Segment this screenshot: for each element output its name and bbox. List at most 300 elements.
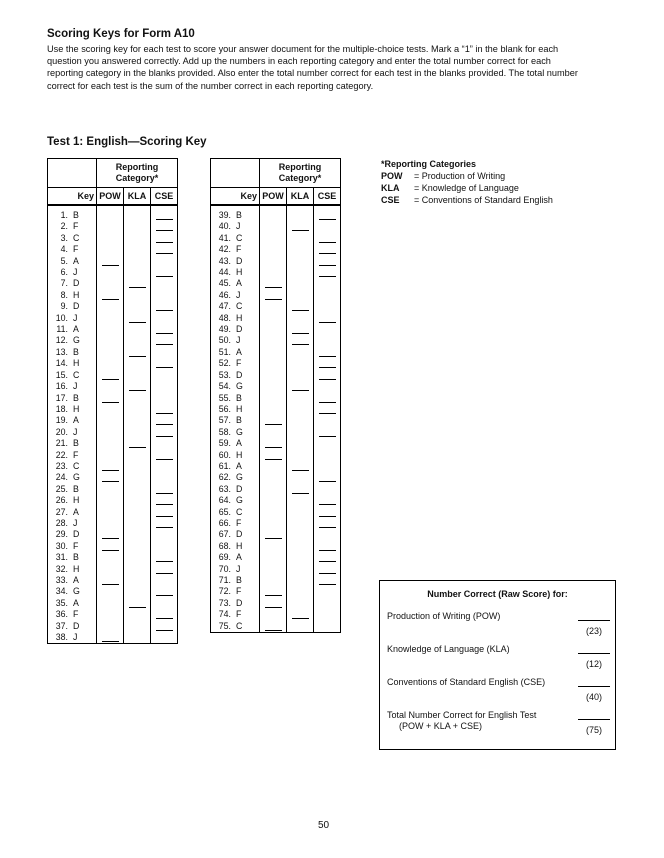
question-number: 53.: [218, 369, 231, 380]
score-blank-cse[interactable]: [156, 324, 173, 334]
score-blank-kla[interactable]: [129, 347, 146, 357]
table-row: [48, 484, 178, 495]
table-row: [211, 393, 341, 404]
table-row: [211, 233, 341, 244]
score-blank-cse[interactable]: [156, 518, 173, 528]
score-blank-kla[interactable]: [292, 221, 309, 231]
score-blank-kla[interactable]: [292, 335, 309, 345]
score-blank-cse[interactable]: [319, 244, 336, 254]
table-row: [48, 495, 178, 506]
table-row: [48, 461, 178, 472]
score-blank-cse[interactable]: [156, 404, 173, 414]
answer-key: H: [236, 540, 243, 551]
answer-key: C: [73, 369, 80, 380]
score-blank-kla[interactable]: [292, 484, 309, 494]
answer-key: H: [73, 358, 80, 369]
table-row: [211, 450, 341, 461]
answer-key: F: [236, 244, 242, 255]
answer-key: A: [236, 552, 242, 563]
answer-key: C: [73, 232, 80, 243]
score-blank-pow[interactable]: [265, 415, 282, 425]
table-row: [48, 301, 178, 312]
question-number: 66.: [218, 517, 231, 528]
total-score-blank[interactable]: [578, 719, 610, 720]
table-row: [48, 221, 178, 232]
table-row: [211, 370, 341, 381]
legend-title: *Reporting Categories: [381, 159, 477, 169]
table-row: [48, 267, 178, 278]
answer-key: D: [236, 529, 243, 540]
question-number: 48.: [218, 312, 231, 323]
score-blank-pow[interactable]: [102, 575, 119, 585]
score-blank-cse[interactable]: [156, 586, 173, 596]
table-row: [211, 507, 341, 518]
table-row: [48, 290, 178, 301]
answer-key: A: [73, 506, 79, 517]
score-blank-pow[interactable]: [102, 393, 119, 403]
score-blank-kla[interactable]: [292, 301, 309, 311]
question-number: 72.: [218, 586, 231, 597]
answer-key: G: [73, 335, 80, 346]
table-row: [211, 210, 341, 221]
question-number: 71.: [218, 575, 231, 585]
question-number: 10.: [55, 312, 68, 323]
score-blank-cse[interactable]: [319, 358, 336, 368]
table-row: [211, 598, 341, 609]
table-row: [48, 518, 178, 529]
table-row: [48, 335, 178, 346]
table-row: [211, 552, 341, 563]
score-blank-cse[interactable]: [156, 210, 173, 220]
score-blank-cse[interactable]: [319, 427, 336, 437]
score-blank-cse[interactable]: [156, 415, 173, 425]
question-number: 5.: [60, 255, 68, 266]
answer-key: B: [236, 415, 242, 426]
score-blank-cse[interactable]: [319, 404, 336, 414]
answer-key: A: [73, 575, 79, 585]
answer-key: D: [73, 278, 80, 289]
answer-key: B: [73, 438, 79, 449]
table-row: [211, 335, 341, 346]
answer-key: G: [73, 586, 80, 597]
score-blank-pow[interactable]: [265, 278, 282, 288]
question-number: 65.: [218, 506, 231, 517]
question-number: 75.: [218, 620, 231, 631]
question-number: 42.: [218, 244, 231, 255]
question-number: 52.: [218, 358, 231, 369]
table-row: [211, 256, 341, 267]
question-number: 18.: [55, 403, 68, 414]
answer-key: A: [236, 460, 242, 471]
instructions: Use the scoring key for each test to score your answer document for the multiple-choice tests. Mark a “1” in the blank for each question you answered correctly. Add up the numbers in each reporting category and enter the total number correct for each reporting category in the blanks provided. Also enter the total number correct for each test in the blanks provided. The total number correct for each test is the sum of the number correct in each reporting category.: [47, 44, 578, 91]
answer-key: H: [73, 403, 80, 414]
answer-key: C: [236, 620, 243, 631]
score-blank-pow[interactable]: [102, 256, 119, 266]
score-blank-kla[interactable]: [129, 438, 146, 448]
score-blank-cse[interactable]: [156, 609, 173, 619]
answer-key: F: [236, 586, 242, 597]
question-number: 19.: [55, 415, 68, 426]
answer-key: J: [73, 312, 78, 323]
answer-key: F: [236, 517, 242, 528]
score-blank-pow[interactable]: [265, 529, 282, 539]
question-number: 7.: [60, 278, 68, 289]
score-blank-cse[interactable]: [319, 575, 336, 585]
answer-key: B: [236, 210, 242, 220]
answer-key: B: [73, 210, 79, 220]
question-number: 70.: [218, 563, 231, 574]
question-number: 4.: [60, 244, 68, 255]
score-blank-kla[interactable]: [129, 598, 146, 608]
table-row: [211, 484, 341, 495]
answer-key: J: [236, 335, 241, 346]
question-number: 55.: [218, 392, 231, 403]
answer-key: D: [236, 324, 243, 335]
question-number: 17.: [55, 392, 68, 403]
question-number: 13.: [55, 346, 68, 357]
answer-key: D: [73, 529, 80, 540]
table-row: [48, 256, 178, 267]
score-blank-cse[interactable]: [319, 233, 336, 243]
answer-key: F: [73, 609, 79, 620]
question-number: 27.: [55, 506, 68, 517]
answer-key: H: [73, 563, 80, 574]
column-header: Key: [48, 188, 97, 206]
table-row: [48, 552, 178, 563]
table-row: [211, 621, 341, 633]
table-row: [48, 575, 178, 586]
table-header-columns: [48, 188, 178, 206]
table-row: [48, 529, 178, 540]
answer-key: G: [236, 381, 243, 392]
score-blank-cse[interactable]: [319, 393, 336, 403]
table-row: [211, 461, 341, 472]
score-blank-cse[interactable]: [319, 313, 336, 323]
table-row: [48, 564, 178, 575]
question-number: 21.: [55, 438, 68, 449]
table-row: [211, 529, 341, 540]
table-row: [48, 609, 178, 620]
answer-key: C: [236, 301, 243, 312]
question-number: 58.: [218, 426, 231, 437]
table-row: [48, 404, 178, 415]
score-blank-pow[interactable]: [265, 450, 282, 460]
answer-key: C: [236, 232, 243, 243]
score-blank-cse[interactable]: [319, 507, 336, 517]
pow-score-blank[interactable]: [578, 620, 610, 621]
score-blank-cse[interactable]: [319, 370, 336, 380]
page-title: Scoring Keys for Form A10: [47, 28, 195, 40]
question-number: 32.: [55, 563, 68, 574]
answer-key: A: [73, 324, 79, 335]
score-blank-cse[interactable]: [156, 427, 173, 437]
column-header: POW: [260, 188, 287, 206]
table-row: [48, 541, 178, 552]
question-number: 39.: [218, 210, 231, 220]
score-blank-cse[interactable]: [156, 484, 173, 494]
answer-key: G: [73, 472, 80, 483]
score-blank-pow[interactable]: [102, 461, 119, 471]
table-row: [48, 472, 178, 483]
score-blank-pow[interactable]: [265, 438, 282, 448]
question-number: 25.: [55, 483, 68, 494]
question-number: 40.: [218, 221, 231, 232]
answer-key: H: [73, 289, 80, 300]
table-row: [211, 358, 341, 369]
answer-key: B: [73, 483, 79, 494]
question-number: 20.: [55, 426, 68, 437]
score-blank-cse[interactable]: [156, 507, 173, 517]
legend-item-kla: KLA = Knowledge of Language: [381, 183, 519, 193]
table-row: [48, 313, 178, 324]
score-blank-cse[interactable]: [319, 210, 336, 220]
score-blank-cse[interactable]: [156, 358, 173, 368]
answer-key: J: [73, 381, 78, 392]
question-number: 38.: [55, 632, 68, 643]
question-number: 30.: [55, 540, 68, 551]
score-blank-pow[interactable]: [102, 529, 119, 539]
score-blank-pow[interactable]: [265, 621, 282, 631]
raw-score-title: Number Correct (Raw Score) for:: [427, 589, 568, 599]
answer-key: F: [73, 244, 79, 255]
score-blank-cse[interactable]: [156, 450, 173, 460]
answer-key: D: [73, 620, 80, 631]
legend-item-pow: POW = Production of Writing: [381, 171, 506, 181]
table-row: [48, 210, 178, 221]
table-row: [48, 427, 178, 438]
score-blank-cse[interactable]: [156, 564, 173, 574]
cse-score-blank[interactable]: [578, 686, 610, 687]
score-row-pow: Production of Writing (POW) (23): [387, 611, 615, 641]
answer-key: J: [73, 426, 78, 437]
table-row: [48, 370, 178, 381]
table-row: [48, 324, 178, 335]
question-number: 9.: [60, 301, 68, 312]
score-blank-pow[interactable]: [265, 598, 282, 608]
question-number: 74.: [218, 609, 231, 620]
table-row: [48, 598, 178, 609]
score-blank-cse[interactable]: [156, 244, 173, 254]
question-number: 34.: [55, 586, 68, 597]
table-row: [48, 381, 178, 392]
reporting-category-header: Reporting Category*: [97, 159, 178, 188]
question-number: 47.: [218, 301, 231, 312]
answer-key: A: [236, 346, 242, 357]
score-blank-cse[interactable]: [319, 495, 336, 505]
score-blank-pow[interactable]: [265, 290, 282, 300]
score-row-total: Total Number Correct for English Test (POW + KLA + CSE) (75): [387, 710, 615, 744]
score-blank-kla[interactable]: [292, 609, 309, 619]
table-row: [211, 541, 341, 552]
question-number: 64.: [218, 495, 231, 506]
score-blank-pow[interactable]: [102, 472, 119, 482]
scoring-key-table-right: [210, 158, 341, 633]
question-number: 61.: [218, 460, 231, 471]
table-row: [211, 495, 341, 506]
answer-key: F: [73, 540, 79, 551]
question-number: 54.: [218, 381, 231, 392]
score-blank-cse[interactable]: [156, 335, 173, 345]
score-blank-kla[interactable]: [129, 278, 146, 288]
score-blank-kla[interactable]: [292, 461, 309, 471]
score-blank-cse[interactable]: [156, 221, 173, 231]
score-blank-cse[interactable]: [319, 541, 336, 551]
answer-key: A: [73, 597, 79, 608]
answer-key: B: [236, 575, 242, 585]
table-row: [211, 609, 341, 620]
question-number: 11.: [56, 324, 68, 335]
table-row: [211, 438, 341, 449]
table-header-columns: [211, 188, 341, 206]
score-blank-pow[interactable]: [102, 632, 119, 642]
score-blank-kla[interactable]: [129, 313, 146, 323]
score-blank-kla[interactable]: [292, 324, 309, 334]
score-blank-cse[interactable]: [319, 564, 336, 574]
answer-key: C: [73, 460, 80, 471]
question-number: 69.: [218, 552, 231, 563]
table-row: [211, 347, 341, 358]
score-blank-cse[interactable]: [319, 472, 336, 482]
table-row: [48, 393, 178, 404]
score-blank-pow[interactable]: [265, 586, 282, 596]
answer-key: H: [236, 449, 243, 460]
question-number: 33.: [55, 575, 68, 585]
score-blank-cse[interactable]: [156, 233, 173, 243]
table-row: [211, 575, 341, 586]
answer-key: D: [236, 597, 243, 608]
score-blank-kla[interactable]: [292, 381, 309, 391]
answer-key: F: [236, 609, 242, 620]
question-number: 28.: [55, 517, 68, 528]
table-row: [211, 290, 341, 301]
table-row: [48, 415, 178, 426]
score-blank-kla[interactable]: [129, 381, 146, 391]
answer-key: J: [73, 517, 78, 528]
page-number: 50: [318, 820, 330, 831]
question-number: 44.: [218, 267, 231, 278]
question-number: 29.: [55, 529, 68, 540]
table-row: [48, 233, 178, 244]
question-number: 12.: [55, 335, 68, 346]
score-row-kla: Knowledge of Language (KLA) (12): [387, 644, 615, 674]
column-header: Key: [211, 188, 260, 206]
answer-key: F: [73, 221, 79, 232]
score-blank-cse[interactable]: [319, 267, 336, 277]
table-row: [211, 313, 341, 324]
score-blank-cse[interactable]: [156, 621, 173, 631]
question-number: 22.: [55, 449, 68, 460]
column-header: KLA: [287, 188, 314, 206]
answer-key: B: [73, 346, 79, 357]
table-row: [48, 278, 178, 289]
table-header-top: [48, 159, 178, 188]
table-row: [48, 621, 178, 632]
question-number: 6.: [60, 267, 68, 278]
question-number: 49.: [218, 324, 231, 335]
answer-key: H: [236, 403, 243, 414]
answer-key: F: [236, 358, 242, 369]
question-number: 24.: [55, 472, 68, 483]
score-row-cse: Conventions of Standard English (CSE) (40): [387, 677, 615, 707]
score-blank-pow[interactable]: [102, 290, 119, 300]
answer-key: A: [73, 415, 79, 426]
column-header: CSE: [314, 188, 341, 206]
table-row: [211, 278, 341, 289]
question-number: 14.: [55, 358, 68, 369]
answer-key: H: [73, 495, 80, 506]
question-number: 60.: [218, 449, 231, 460]
table-row: [48, 450, 178, 461]
answer-key: D: [236, 483, 243, 494]
score-blank-cse[interactable]: [319, 347, 336, 357]
answer-key: G: [236, 495, 243, 506]
score-blank-cse[interactable]: [319, 518, 336, 528]
table-row: [48, 358, 178, 369]
table-row: [48, 586, 178, 597]
reporting-categories-legend: [381, 158, 553, 206]
kla-score-blank[interactable]: [578, 653, 610, 654]
score-blank-cse[interactable]: [156, 495, 173, 505]
table-row: [211, 267, 341, 278]
answer-key: J: [236, 221, 241, 232]
table-row: [48, 507, 178, 518]
question-number: 43.: [218, 255, 231, 266]
answer-key: H: [236, 312, 243, 323]
table-row: [211, 415, 341, 426]
answer-key: J: [236, 563, 241, 574]
answer-key: H: [236, 267, 243, 278]
table-row: [211, 586, 341, 597]
question-number: 26.: [55, 495, 68, 506]
question-number: 73.: [218, 597, 231, 608]
table-header-top: [211, 159, 341, 188]
table-row: [211, 404, 341, 415]
answer-key: A: [73, 255, 79, 266]
question-number: 46.: [218, 289, 231, 300]
question-number: 56.: [218, 403, 231, 414]
test-title: Test 1: English—Scoring Key: [47, 136, 207, 148]
answer-key: B: [73, 392, 79, 403]
answer-key: A: [236, 438, 242, 449]
table-row: [48, 244, 178, 255]
question-number: 23.: [55, 460, 68, 471]
answer-key: D: [236, 255, 243, 266]
question-number: 8.: [60, 289, 68, 300]
score-blank-pow[interactable]: [102, 370, 119, 380]
answer-key: A: [236, 278, 242, 289]
question-number: 3.: [60, 232, 68, 243]
score-blank-pow[interactable]: [102, 541, 119, 551]
column-header: POW: [97, 188, 124, 206]
table-row: [211, 564, 341, 575]
score-blank-cse[interactable]: [156, 552, 173, 562]
reporting-category-header: Reporting Category*: [260, 159, 341, 188]
question-number: 57.: [218, 415, 231, 426]
answer-key: J: [236, 289, 241, 300]
answer-key: D: [73, 301, 80, 312]
answer-key: C: [236, 506, 243, 517]
answer-key: B: [236, 392, 242, 403]
question-number: 37.: [55, 620, 68, 631]
score-blank-cse[interactable]: [319, 256, 336, 266]
score-blank-cse[interactable]: [156, 267, 173, 277]
score-blank-cse[interactable]: [156, 301, 173, 311]
table-row: [48, 438, 178, 449]
column-header: CSE: [151, 188, 178, 206]
question-number: 41.: [218, 232, 231, 243]
table-row: [211, 324, 341, 335]
score-blank-cse[interactable]: [319, 552, 336, 562]
